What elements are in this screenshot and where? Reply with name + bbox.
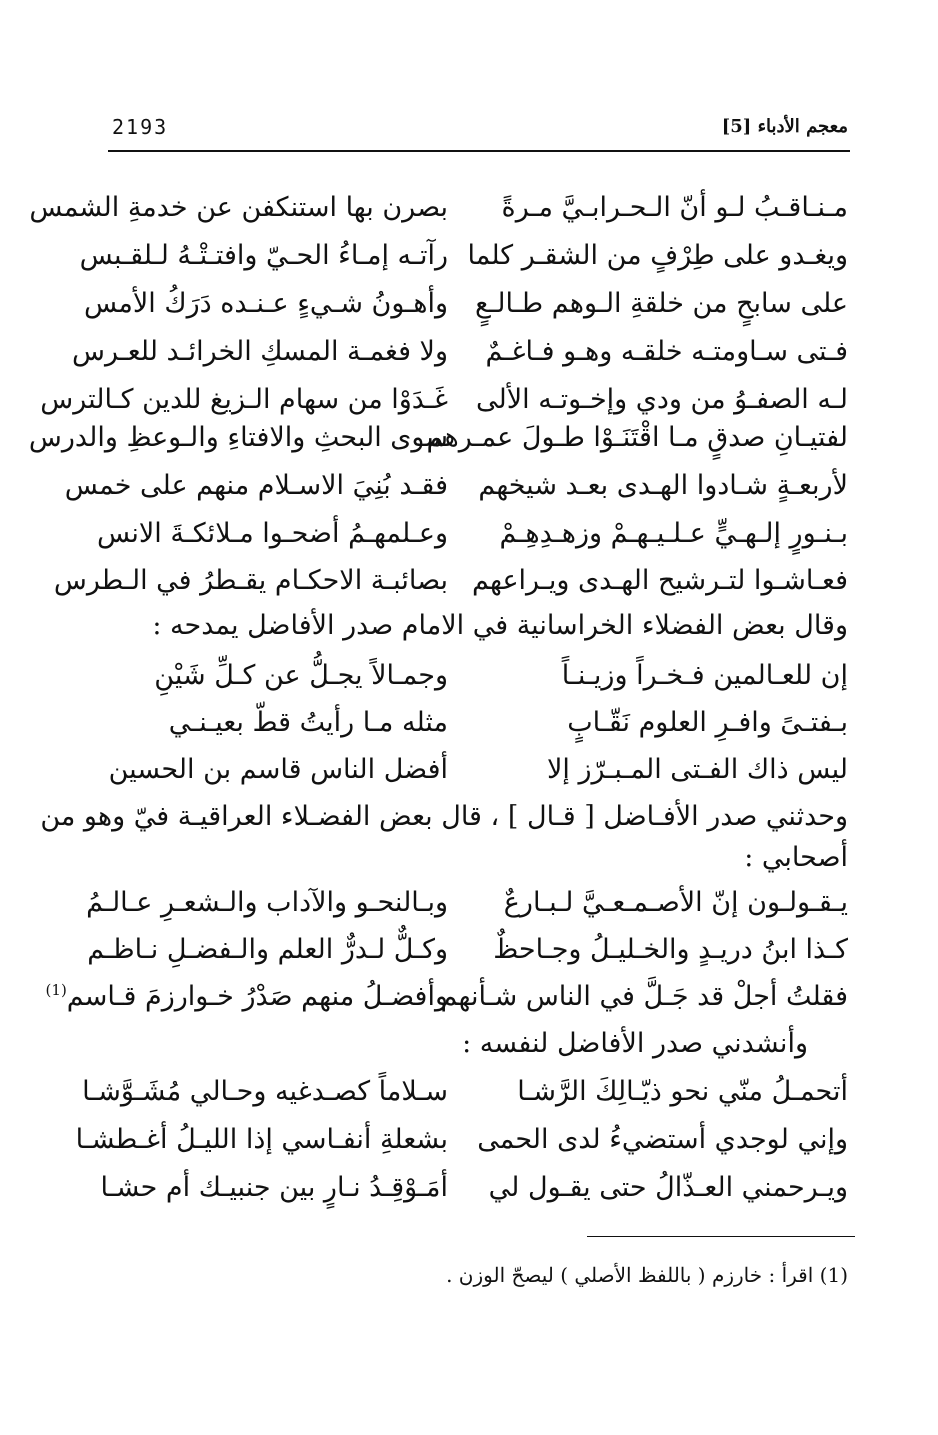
- intro-khurasani: وقال بعض الفضلاء الخراسانية في الامام صدر الأفاضل يمدحه :: [152, 610, 848, 641]
- poem3-line3-right: فقلتُ أجلْ قد جَـلَّ في الناس شـأنهم: [440, 981, 848, 1012]
- poem1-line8-right: بـنـورٍ إلـهـيٍّ عـلـيـهـمْ وزهـدِهِـمْ: [499, 518, 848, 549]
- poem1-line7-left: فقـد بُنِيَ الاسـلام منهم على خمس: [64, 470, 448, 501]
- header-rule: [108, 150, 850, 152]
- poem4-line1-right: أتحمـلُ منّي نحو ذيّـالِكَ الرَّشـا: [517, 1076, 848, 1107]
- poem3-line1-left: وبـالنحـو والآداب والـشعـرِ عـالـمُ: [86, 887, 448, 918]
- intro-iraqi-line1: وحدثني صدر الأفـاضل [ قـال ] ، قال بعض الفضـلاء العراقيـة فيّ وهو من: [40, 801, 848, 832]
- footnote: (1) اقرأ : خارزم ( باللفظ الأصلي ) ليصحّ الوزن .: [446, 1263, 848, 1287]
- poem1-line6-left: سوى البحثِ والافتاءِ والـوعظِ والدرس: [28, 422, 448, 453]
- poem1-line9-right: فعـاشـوا لتـرشيح الهـدى ويـراعهم: [472, 565, 848, 596]
- poem1-line3-right: على سابحٍ من خلقةِ الـوهم طـالـعٍ: [475, 288, 848, 319]
- poem2-line2-left: مثله مـا رأيتُ قطّ بعيـنـي: [168, 707, 448, 738]
- poem1-line4-right: فـتى سـاومتـه خلقـه وهـو فـاغـمٌ: [485, 336, 848, 367]
- poem1-line1-right: مـنـاقـبُ لـو أنّ الـحـرابـيَّ مـرةً: [501, 192, 848, 223]
- page-number: 2193: [112, 115, 169, 139]
- poem1-line2-left: رآتـه إمـاءُ الحـيّ وافتـتْـهُ لـلقـبس: [79, 240, 448, 271]
- poem3-line2-right: كـذا ابنُ دريـدٍ والخـليـلُ وجـاحظٌ: [493, 934, 848, 965]
- poem2-line2-right: بـفتـىً وافـرِ العلوم نَقّـابٍ: [567, 707, 848, 738]
- poem1-line7-right: لأربعـةٍ شـادوا الهـدى بعـد شيخهم: [478, 470, 848, 501]
- poem1-line5-left: غَـدَوْا من سهام الـزيغ للدين كـالترس: [40, 384, 448, 415]
- footnote-rule: [587, 1236, 855, 1237]
- poem4-line3-right: ويـرحمني العـذّالُ حتى يقـول لي: [488, 1172, 848, 1203]
- poem4-line2-right: وإني لوجدي أستضيءُ لدى الحمى: [477, 1124, 848, 1155]
- poem1-line2-right: ويغـدو على طِرْفٍ من الشقـر كلما: [467, 240, 848, 271]
- poem2-line1-right: إن للعـالمين فـخـراً وزيـنـاً: [561, 660, 848, 691]
- poem1-line3-left: وأهـونُ شـيءٍ عـنـده دَرَكُ الأمس: [83, 288, 448, 319]
- poem3-line3-left-text: وأفضـلُ منهم صَدْرُ خـوارزمَ قـاسم: [66, 981, 448, 1012]
- poem4-line2-left: بشعلةِ أنفـاسي إذا الليـلُ أغـطشـا: [75, 1124, 448, 1155]
- poem3-line1-right: يـقـولـون إنّ الأصـمـعـيَّ لـبـارعٌ: [503, 887, 848, 918]
- poem1-line8-left: وعـلمهـمُ أضحـوا مـلائكـةَ الانس: [96, 518, 448, 549]
- poem4-line1-left: سـلاماً كصـدغيه وحـالي مُشَـوَّشـا: [82, 1076, 448, 1107]
- intro-iraqi-line2: أصحابي :: [744, 842, 848, 873]
- poem1-line5-right: لـه الصفـوُ من ودي وإخـوتـه الألى: [475, 384, 848, 415]
- poem3-line2-left: وكـلٌّ لـدرٌّ العلم والـفضـلِ نـاظـم: [87, 934, 448, 965]
- poem3-line3-left: [46, 977, 448, 1017]
- poem1-line4-left: ولا فغمـة المسكِ الخرائـد للعـرس: [72, 336, 448, 367]
- poem2-line1-left: وجمـالاً يجـلُّ عن كـلِّ شَيْنِ: [154, 660, 448, 691]
- poem4-line3-left: أمَـوْقِـدُ نـارٍ بين جنبيـك أم حشـا: [100, 1172, 448, 1203]
- intro-self: وأنشدني صدر الأفاضل لنفسه :: [462, 1028, 808, 1059]
- footnote-marker: (1): [45, 981, 67, 999]
- poem1-line6-right: لفتيـانِ صدقٍ مـا اقْتَنَـوْا طـولَ عمـرهم: [426, 422, 848, 453]
- poem1-line1-left: بصرن بها استنكفن عن خدمةِ الشمس: [29, 192, 448, 223]
- poem2-line3-right: ليس ذاك الفـتى المـبـرّز إلا: [547, 754, 848, 785]
- poem1-line9-left: بصائبـة الاحكـام يقـطرُ في الـطرس: [53, 565, 448, 596]
- poem2-line3-left: أفضل الناس قاسم بن الحسين: [108, 754, 448, 785]
- running-title: معجم الأدباء [5]: [721, 116, 848, 137]
